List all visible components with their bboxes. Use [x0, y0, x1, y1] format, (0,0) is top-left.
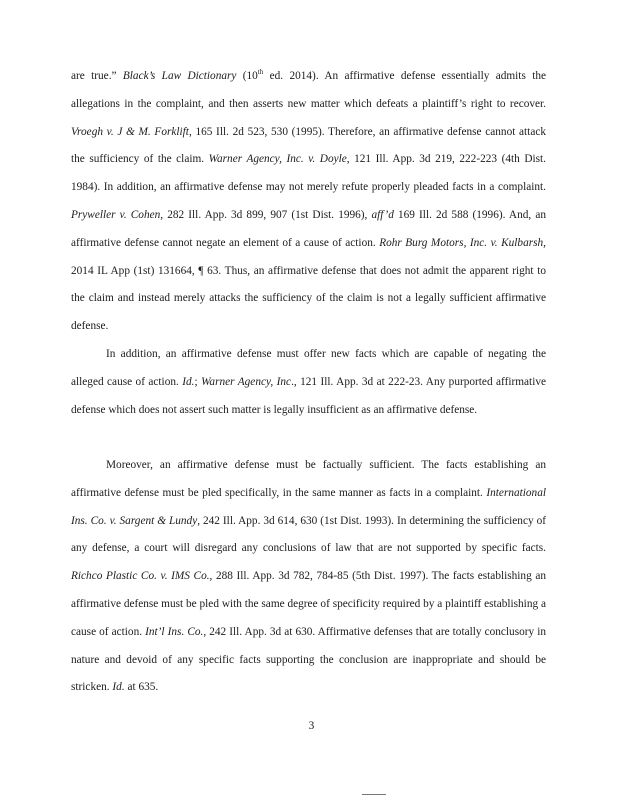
case-citation: Id.: [182, 375, 195, 388]
bottom-edge-mark: [362, 794, 386, 795]
text-run: , 288 Ill. App. 3d 782, 784-85 (5th Dist. 1997). The facts establishing an affirmative defense must be pled with the same degree of specificity required by a plaintiff establishing a cause of action.: [71, 570, 546, 638]
superscript: th: [257, 68, 264, 77]
text-run: (10: [236, 70, 258, 82]
text-run: ;: [194, 375, 202, 388]
text-run: Moreover, an affirmative defense must be factually sufficient. The facts establishing an affirmative defense must be pled specifically, in the same manner as facts in a complaint.: [71, 459, 546, 499]
case-citation: Black’s Law Dictionary: [122, 70, 237, 82]
text-run: In addition, an affirmative defense must offer new facts which are capable of negating the alleged cause of action.: [71, 348, 546, 388]
page-number: 3: [308, 720, 315, 732]
case-citation: Vroegh v. J & M. Forklift: [71, 125, 189, 138]
paragraph-factual-sufficiency: [71, 452, 546, 702]
text-run: ed. 2014). An affirmative defense essentially admits the allegations in the complaint, and then asserts new matter which defeats a plaintiff’s right to recover.: [71, 70, 546, 110]
text-run: , 165 Ill. 2d 523, 530 (1995). Therefore, an affirmative defense cannot attack the sufficiency of the claim.: [71, 125, 547, 166]
case-citation: Id.: [112, 681, 125, 694]
text-run: , 242 Ill. App. 3d at 630. Affirmative defenses that are totally conclusory in nature and devoid of any specific facts supporting the conclusion are inappropriate and should be stricken.: [71, 625, 546, 694]
case-citation: Rohr Burg Motors, Inc. v. Kulbarsh: [379, 236, 544, 249]
text-run: , 2014 IL App (1st) 131664, ¶ 63. Thus, an affirmative defense that does not admit the apparent right to the claim and instead merely attacks the sufficiency of the claim is not a legally sufficient affirmative defense.: [71, 236, 546, 333]
text-run: ., 121 Ill. App. 3d at 222-23. Any purported affirmative defense which does not assert such matter is legally insufficient as an affirmative defense.: [71, 375, 546, 416]
case-citation: International Ins. Co. v. Sargent & Lundy: [71, 486, 546, 527]
text-run: , 282 Ill. App. 3d 899, 907 (1st Dist. 1996),: [160, 208, 372, 221]
paragraph-new-facts-requirement: [71, 341, 546, 424]
case-citation: Int’l Ins. Co.: [145, 625, 204, 638]
case-citation: Richco Plastic Co. v. IMS Co.: [71, 570, 210, 583]
case-citation: Pryweller v. Cohen: [71, 208, 161, 221]
text-run: , 242 Ill. App. 3d 614, 630 (1st Dist. 1993). In determining the sufficiency of any defense, a court will disregard any conclusions of law that are not supported by specific facts.: [71, 514, 546, 555]
text-run: , 121 Ill. App. 3d 219, 222-223 (4th Dist. 1984). In addition, an affirmative defense may not merely refute properly pleaded facts in a complaint.: [71, 153, 546, 194]
text-run: 169 Ill. 2d 588 (1996). And, an affirmative defense cannot negate an element of a cause of action.: [71, 208, 546, 249]
paragraph-affirmative-defense-definition: [71, 63, 546, 341]
text-run: are true.”: [71, 70, 123, 82]
case-citation: aff’d: [371, 208, 394, 221]
case-citation: Warner Agency, Inc: [201, 375, 292, 388]
case-citation: Warner Agency, Inc. v. Doyle: [208, 153, 347, 166]
text-run: at 635.: [124, 681, 159, 694]
